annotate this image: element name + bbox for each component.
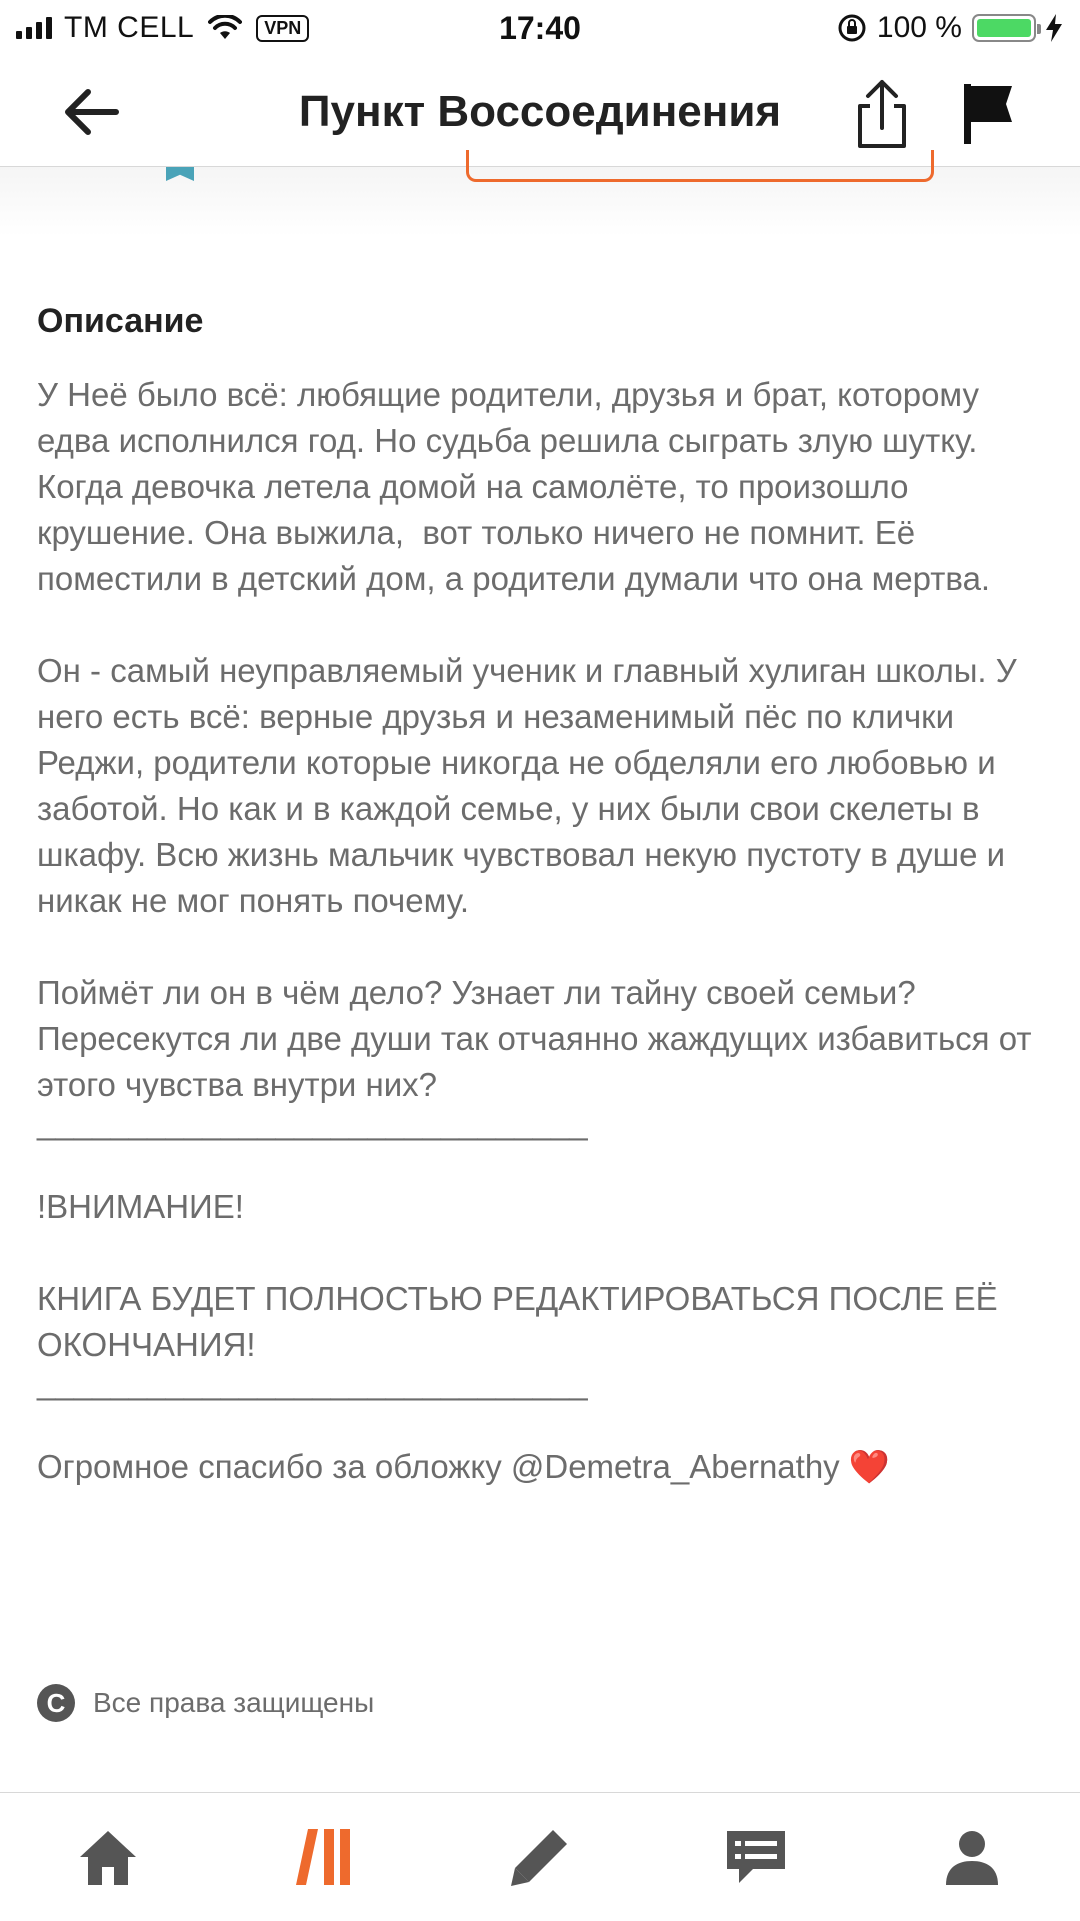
status-time: 17:40: [499, 10, 581, 46]
battery-percent: 100 %: [876, 11, 962, 44]
read-button-edge[interactable]: [466, 150, 934, 182]
tab-write[interactable]: [432, 1793, 648, 1921]
battery-icon: [972, 14, 1036, 42]
orientation-lock-icon: [837, 13, 867, 43]
back-button[interactable]: [56, 82, 126, 142]
description-paragraph-2: Он - самый неуправляемый ученик и главный хулиган школы. У него есть всё: верные друзья и незаменимый пёс по клички Реджи, родители которые никогда не обделяли его любовью и заботой. Но как и в каждой семье, у них были свои скелеты в шкафу. Всю жизнь мальчик чувствовал некую пустоту в душе и никак не мог понять почему.: [37, 652, 1026, 919]
profile-icon: [942, 1827, 1002, 1887]
flag-icon: [958, 80, 1018, 146]
tab-messages[interactable]: [648, 1793, 864, 1921]
pencil-icon: [507, 1824, 573, 1890]
heart-icon: ❤️: [848, 1448, 890, 1485]
tab-library[interactable]: [216, 1793, 432, 1921]
description-paragraph-3: Поймёт ли он в чём дело? Узнает ли тайну своей семьи? Пересекутся ли две души так отчаянно жаждущих избавиться от этого чувства внутри них?: [37, 974, 1041, 1103]
bottom-tab-bar: [0, 1792, 1080, 1921]
vpn-badge: VPN: [256, 15, 309, 42]
divider-line-1: ______________________________: [37, 1104, 588, 1141]
description-body: [37, 372, 1047, 1490]
arrow-left-icon: [62, 87, 120, 137]
paragraph-spacer: [37, 1230, 1047, 1276]
copyright-text: Все права защищены: [93, 1687, 375, 1718]
warning-text: !ВНИМАНИЕ!: [37, 1188, 244, 1225]
share-icon: [850, 76, 914, 152]
share-button[interactable]: [850, 76, 914, 152]
carrier-name: TM CELL: [64, 11, 195, 44]
page-title: Пункт Воссоединения: [298, 87, 782, 136]
paragraph-spacer: [37, 1398, 1047, 1444]
divider-line-2: ______________________________: [37, 1364, 588, 1401]
paragraph-spacer: [37, 924, 1047, 970]
paragraph-spacer: [37, 602, 1047, 648]
messages-icon: [723, 1827, 789, 1887]
paragraph-spacer: [37, 1138, 1047, 1184]
tab-home[interactable]: [0, 1793, 216, 1921]
copyright-icon: C: [37, 1684, 75, 1722]
thanks-text: Огромное спасибо за обложку @Demetra_Abernathy: [37, 1448, 849, 1485]
copyright-notice: [37, 1684, 374, 1722]
tab-profile[interactable]: [864, 1793, 1080, 1921]
description-heading: Описание: [37, 302, 204, 340]
report-button[interactable]: [958, 80, 1018, 146]
status-bar: [0, 0, 1080, 56]
charging-icon: [1046, 14, 1062, 42]
battery-level: [977, 19, 1031, 37]
description-paragraph-1: У Неё было всё: любящие родители, друзья и брат, которому едва исполнился год. Но судьба решила сыграть злую шутку. Когда девочка летела домой на самолёте, то произошло крушение. Она выжила, вот только ничего не помнит. Её поместили в детский дом, а родители думали что она мертва.: [37, 376, 991, 597]
thanks-line: [37, 1444, 1047, 1490]
library-icon: [294, 1825, 354, 1889]
home-icon: [76, 1827, 140, 1887]
edit-notice: КНИГА БУДЕТ ПОЛНОСТЬЮ РЕДАКТИРОВАТЬСЯ ПОСЛЕ ЕЁ ОКОНЧАНИЯ!: [37, 1280, 1007, 1363]
